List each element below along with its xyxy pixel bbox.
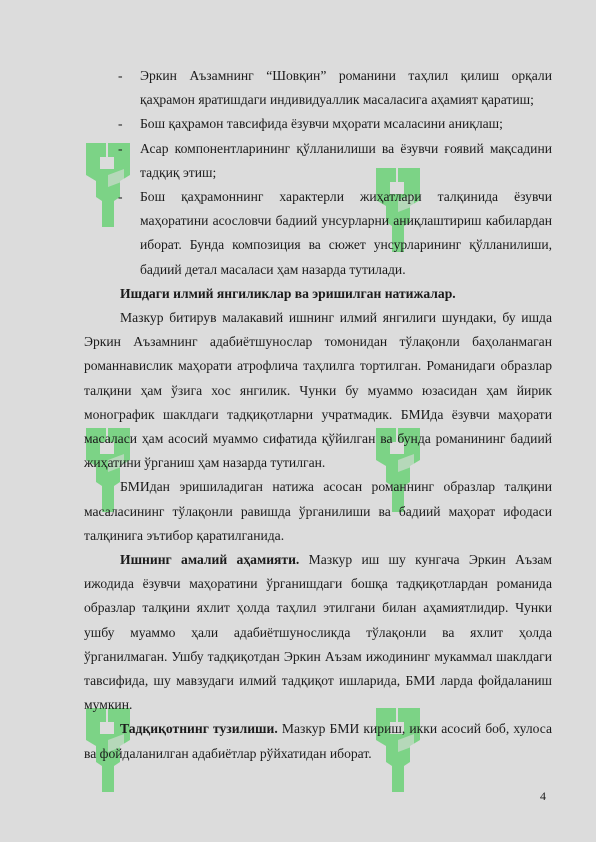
paragraph-practical-value (84, 548, 552, 717)
list-item (84, 64, 552, 112)
bullet-marker: - (118, 116, 123, 132)
list-item-text: Эркин Аъзамнинг “Шовқин” романини таҳлил қилиш орқали қаҳрамон яратишдаги индивидуаллик масаласига аҳамият қаратиш; (140, 68, 552, 108)
list-item-text: Бош қаҳрамоннинг характерли жиҳатлари талқинида ёзувчи маҳоратини асословчи бадиий унсурларни аниқлаштириш кабилардан иборат. Бунда композиция ва сюжет унсурларининг қўлланилиши, бадиий детал масаласи ҳам назарда тутилади. (140, 189, 552, 277)
paragraph-text: Мазкур иш шу кунгача Эркин Аъзам ижодида ёзувчи маҳоратини ўрганишдаги бошқа тадқиқотлардан романида образлар талқини яхлит ҳолда таҳлил этилгани билан аҳамиятлидир. Чунки ушбу муаммо ҳали адабиётшуносликда тўлақонли ва яхлит ҳолда ўрганилмаган. Ушбу тадқиқотдан Эркин Аъзам ижодининг мукаммал шаклдаги тавсифида, шу мавзудаги илмий тадқиқот ишларида, БМИ ларда фойдаланиш мумкин. (84, 552, 553, 713)
bullet-marker: - (118, 68, 123, 83)
paragraph-text: Мазкур БМИ кириш, икки асосий боб, хулоса ва фойдаланилган адабиётлар рўйхатидан иборат. (84, 721, 552, 761)
list-item-text: Асар компонентларининг қўлланилиши ва ёзувчи ғоявий мақсадини тадқиқ этиш; (140, 140, 552, 180)
paragraph-results: БМИдан эришиладиган натижа асосан романнинг образлар талқини масаласининг тўлақонли равишда ўрганилиши ва бадиий маҳорат ифодаси талқинига эътибор қаратилганида. (84, 479, 552, 543)
paragraph-lead: Ишнинг амалий аҳамияти. (120, 552, 300, 568)
page-number: 4 (540, 789, 546, 803)
section-heading: Ишдаги илмий янгиликлар ва эришилган натижалар. (120, 285, 456, 301)
paragraph-structure (84, 717, 552, 765)
document-body (84, 64, 552, 766)
list-item-text: Бош қаҳрамон тавсифида ёзувчи мҳорати мсаласини аниқлаш; (140, 116, 503, 132)
paragraph-novelty: Мазкур битирув малакавий ишнинг илмий янгилиги шундаки, бу ишда Эркин Аъзамнинг адабиётшунослар томонидан тўлақонли баҳоланмаган романнавислик маҳорати атрофлича таҳлилга тортилган. Романидаги образлар талқини ҳам ўзига хос янгилик. Чунки бу муаммо юзасидан ҳам йирик монографик шаклдаги тадқиқотларни учратмадик. БМИда ёзувчи маҳорати масаласи ҳам асосий муаммо сифатида қўйилган ва бунда романининг бадиий жиҳатини ўрганиш ҳам назарда тутилган. (84, 310, 552, 471)
paragraph-lead: Тадқиқотнинг тузилиши. (120, 721, 278, 737)
bullet-marker: - (118, 189, 123, 205)
list-item (84, 112, 552, 136)
list-item (84, 137, 552, 185)
bullet-marker: - (118, 140, 123, 156)
list-item (84, 185, 552, 282)
